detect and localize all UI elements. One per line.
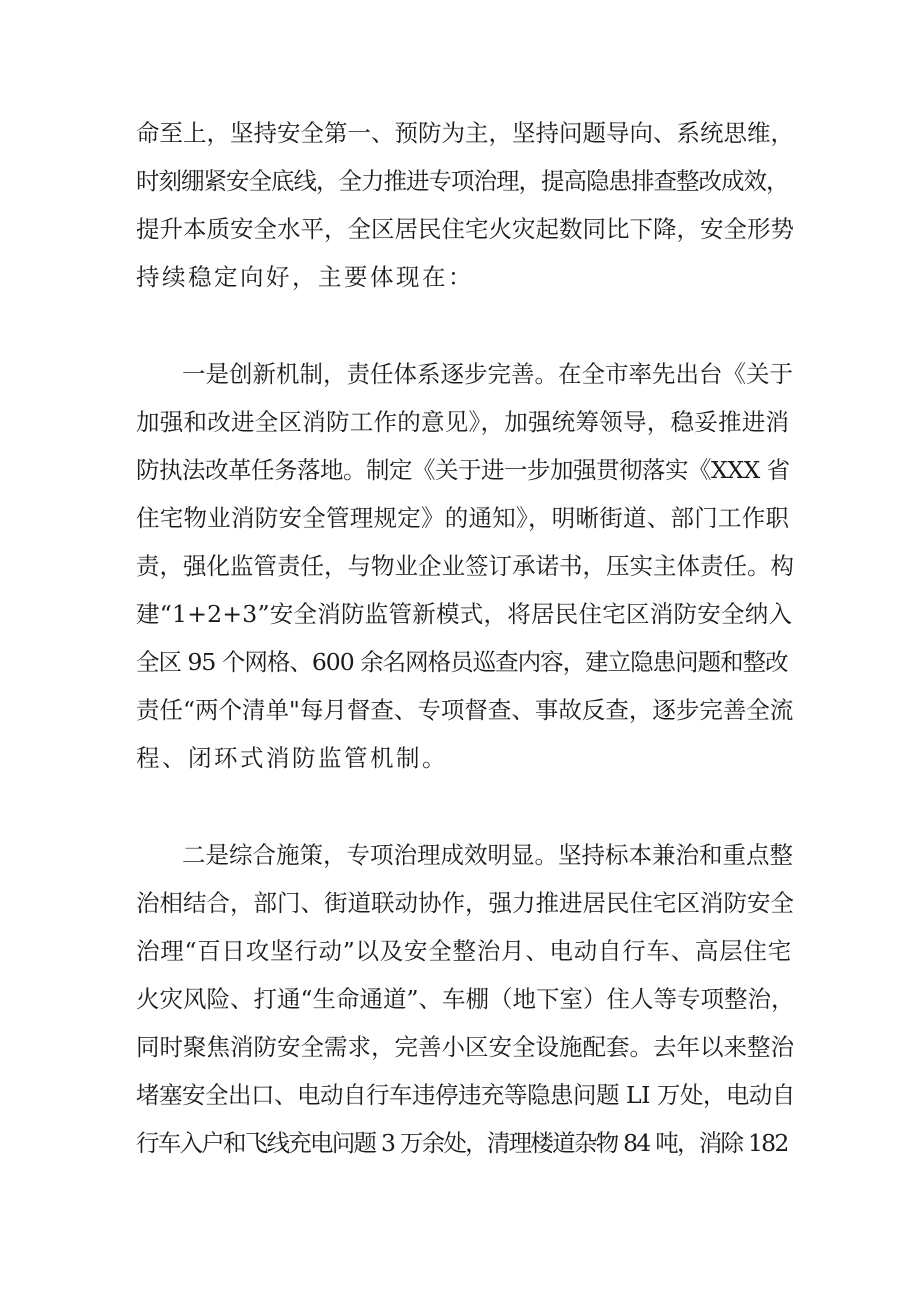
- point-1-line-4: 住宅物业消防安全管理规定》的通知》，明晰街道、部门工作职: [136, 504, 790, 532]
- point-1-line-1: 一是创新机制，责任体系逐步完善。在全市率先出台《关于: [182, 360, 793, 388]
- point-2-line-3: 治理“百日攻坚行动”以及安全整治月、电动自行车、高层住宅: [136, 937, 793, 965]
- point-2-line-7: 行车入户和飞线充电问题 3 万余处，清理楼道杂物 84 吨，消除 182: [136, 1129, 788, 1157]
- intro-line-4: 持续稳定向好，主要体现在：: [136, 263, 474, 291]
- point-1-line-7: 全区 95 个网格、600 余名网格员巡查内容，建立隐患问题和整改: [136, 648, 788, 676]
- point-2-line-6: 堵塞安全出口、电动自行车违停违充等隐患问题 LI 万处，电动自: [136, 1081, 795, 1109]
- point-2-line-5: 同时聚焦消防安全需求，完善小区安全设施配套。去年以来整治: [136, 1033, 794, 1061]
- point-1-line-8: 责任“两个清单"每月督查、专项督查、事故反查，逐步完善全流: [136, 696, 794, 724]
- point-1-line-5: 责，强化监管责任，与物业企业签订承诺书，压实主体责任。构: [136, 552, 794, 580]
- point-1-line-2: 加强和改进全区消防工作的意见》，加强统筹领导，稳妥推进消: [136, 408, 790, 436]
- point-2-line-2: 治相结合，部门、街道联动协作，强力推进居民住宅区消防安全: [136, 889, 794, 917]
- intro-line-3: 提升本质安全水平，全区居民住宅火灾起数同比下降，安全形势: [136, 215, 794, 243]
- intro-line-1: 命至上，坚持安全第一、预防为主，坚持问题导向、系统思维，: [136, 119, 794, 147]
- point-1-line-6: 建“1+2+3”安全消防监管新模式，将居民住宅区消防安全纳入: [136, 600, 793, 628]
- point-2-line-1: 二是综合施策，专项治理成效明显。坚持标本兼治和重点整: [182, 841, 793, 869]
- point-1-line-9: 程、闭环式消防监管机制。: [136, 744, 448, 772]
- point-1-line-3: 防执法改革任务落地。制定《关于进一步加强贯彻落实《XXX 省: [136, 456, 790, 484]
- point-2-line-4: 火灾风险、打通“生命通道”、车棚（地下室）住人等专项整治，: [136, 985, 795, 1013]
- intro-line-2: 时刻绷紧安全底线，全力推进专项治理，提高隐患排查整改成效，: [136, 167, 789, 195]
